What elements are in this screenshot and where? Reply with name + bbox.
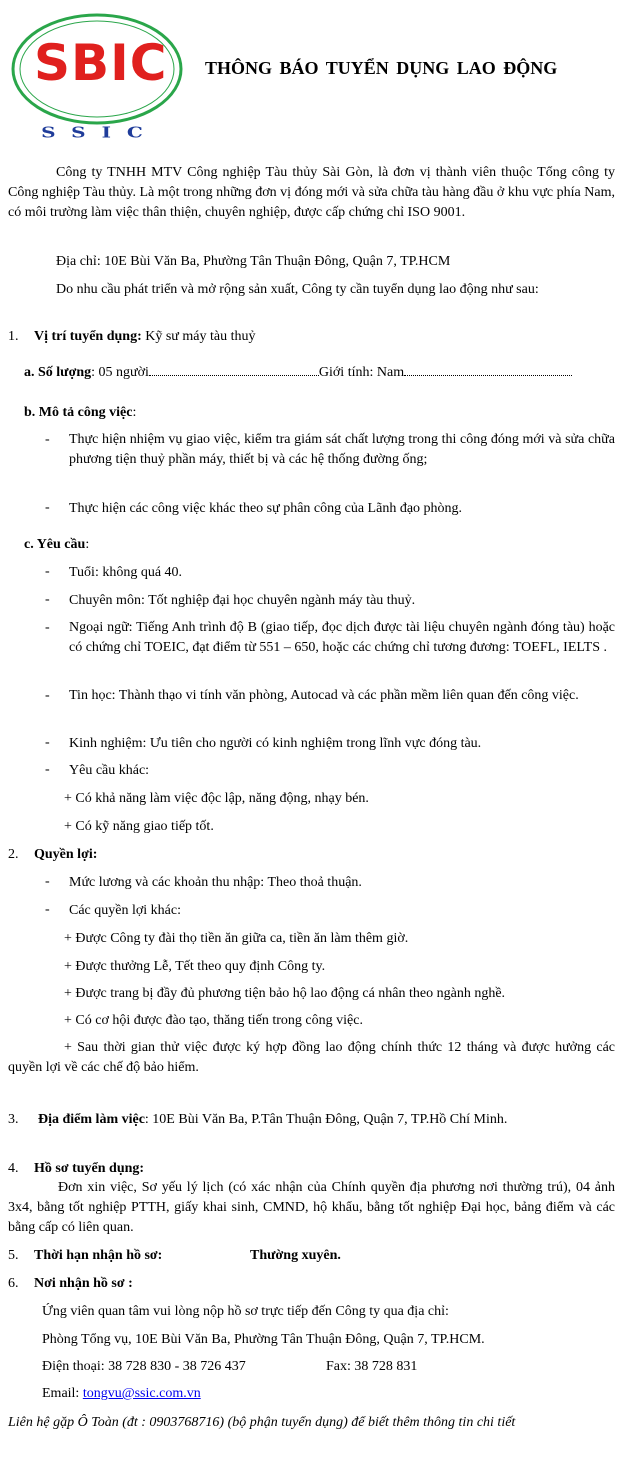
job-description-heading [24,404,136,422]
dotted-leader [404,365,572,376]
requirements-label: c. Yêu cầu [24,537,86,552]
section-5-heading [8,1247,162,1265]
section-1-heading [8,328,255,346]
benefit-detail: + Được trang bị đầy đủ phương tiện bảo hộ lao động cá nhân theo ngành nghề. [64,986,506,1001]
requirement-item: Tin học: Thành thạo vi tính văn phòng, Autocad và các phần mềm liên quan đến công việc. [69,688,579,703]
quantity-label: a. Số lượng [24,365,92,380]
benefit-detail-text: + Sau thời gian thử việc được ký hợp đồng lao động chính thức 12 tháng và được hưởng các quyền lợi về các chế độ bảo hiểm. [8,1040,615,1075]
benefits-label: Quyền lợi: [34,847,98,862]
contact-note [8,1413,615,1433]
gender-value: Giới tính: Nam [318,365,405,380]
job-description-label: b. Mô tả công việc [24,405,133,420]
position-label: Vị trí tuyển dụng: [34,329,142,344]
deadline-label: Thời hạn nhận hồ sơ: [34,1248,163,1263]
dash-bullet: - [45,902,50,917]
position-value: Kỹ sư máy tàu thuỷ [145,329,256,344]
section-number: 2. [8,847,19,862]
dash-bullet: - [45,620,50,635]
quantity-row [24,364,572,382]
requirement-item: Tuổi: không quá 40. [69,565,183,580]
email-link[interactable]: tongvu@ssic.com.vn [82,1386,201,1401]
submission-address: Phòng Tổng vụ, 10E Bùi Văn Ba, Phường Tân Thuận Đông, Quận 7, TP.HCM. [42,1332,485,1347]
logo-bottom-text: SSIC [41,123,159,141]
logo-top-text: SBIC [34,34,168,92]
section-6-heading [8,1275,133,1293]
documents-body: Đơn xin việc, Sơ yếu lý lịch (có xác nhận của Chính quyền địa phương nơi thường trú), 04 ảnh 3x4, bằng tốt nghiệp PTTH, giấy khai sinh, CMND, hộ khẩu, bằng tốt nghiệp Đại học, bảng điểm và các bằng cấp có liên quan. [8,1180,615,1235]
colon: : [85,537,90,552]
requirements-heading [24,536,89,554]
section-number: 5. [8,1248,19,1263]
dash-bullet: - [45,735,50,750]
dotted-leader [149,365,319,376]
section-4-heading [8,1160,144,1178]
documents-label: Hồ sơ tuyển dụng: [34,1161,145,1176]
benefit-detail: + Được Công ty đài thọ tiền ăn giữa ca, tiền ăn làm thêm giờ. [64,931,409,946]
job-description-item: Thực hiện nhiệm vụ giao việc, kiểm tra giám sát chất lượng trong thi công đóng mới và sửa chữa phương tiện thuỷ phần máy, thiết bị và các hệ thống đường ống; [69,432,615,467]
requirement-item: Ngoại ngữ: Tiếng Anh trình độ B (giao tiếp, đọc dịch được tài liệu chuyên ngành đóng tàu) hoặc có chứng chỉ TOEIC, đạt điểm từ 551 – 650, hoặc các chứng chỉ tương đương: TOEFL, IELTS . [69,620,615,655]
dash-bullet: - [45,762,50,777]
section-number: 6. [8,1276,19,1291]
benefit-detail: + Được thưởng Lễ, Tết theo quy định Công ty. [64,959,326,974]
intro-need [8,280,615,300]
intro-text: Công ty TNHH MTV Công nghiệp Tàu thủy Sài Gòn, là đơn vị thành viên thuộc Tổng công ty Công nghiệp Tàu thủy. Là một trong những đơn vị đóng mới và sửa chữa tàu hàng đầu ở khu vực phía Nam, có môi trường làm việc thân thiện, chuyên nghiệp, được cấp chứng chỉ ISO 9001. [8,165,615,220]
section-number: 4. [8,1161,19,1176]
workplace-label: Địa điểm làm việc [38,1112,145,1127]
other-requirement: + Có kỹ năng giao tiếp tốt. [64,819,214,834]
dash-bullet: - [45,432,50,447]
other-requirement: + Có khả năng làm việc độc lập, năng động, nhạy bén. [64,791,369,806]
requirement-item: Chuyên môn: Tốt nghiệp đại học chuyên ngành máy tàu thuỷ. [69,593,416,608]
dash-bullet: - [45,592,50,607]
job-description-item: Thực hiện các công việc khác theo sự phân công của Lãnh đạo phòng. [69,501,463,516]
dash-bullet: - [45,564,50,579]
contact-text: Liên hệ gặp Ô Toàn (đt : 0903768716) (bộ phận tuyển dụng) để biết thêm thông tin chi tiết [8,1415,516,1430]
deadline-value: Thường xuyên. [250,1248,341,1263]
workplace-value: : 10E Bùi Văn Ba, P.Tân Thuận Đông, Quận 7, TP.Hồ Chí Minh. [144,1112,508,1127]
email-row [42,1385,201,1403]
intro-need-text: Do nhu cầu phát triển và mở rộng sản xuất, Công ty cần tuyển dụng lao động như sau: [56,282,539,297]
dash-bullet: - [45,500,50,515]
benefit-item: Mức lương và các khoản thu nhập: Theo thoả thuận. [69,875,362,890]
requirement-item: Kinh nghiệm: Ưu tiên cho người có kinh nghiệm trong lĩnh vực đóng tàu. [69,736,482,751]
submission-label: Nơi nhận hồ sơ : [34,1276,133,1291]
page-title: THÔNG BÁO TUYỂN DỤNG LAO ĐỘNG [205,58,558,78]
dash-bullet: - [45,688,50,703]
benefit-detail: + Có cơ hội được đào tạo, thăng tiến trong công việc. [64,1013,363,1028]
company-address: Địa chỉ: 10E Bùi Văn Ba, Phường Tân Thuận Đông, Quận 7, TP.HCM [56,254,451,269]
dash-bullet: - [45,874,50,889]
submission-note: Ứng viên quan tâm vui lòng nộp hồ sơ trực tiếp đến Công ty qua địa chỉ: [42,1304,449,1319]
benefit-detail [8,1038,615,1078]
colon: : [132,405,137,420]
workplace [38,1110,615,1130]
section-number: 1. [8,329,19,344]
section-2-heading [8,846,97,864]
section-number: 3. [8,1112,19,1127]
quantity-value: : 05 người [91,365,149,380]
requirement-item: Yêu cầu khác: [69,763,150,778]
documents-text [8,1178,615,1238]
phone-number: Điện thoại: 38 728 830 - 38 726 437 [42,1359,246,1374]
fax-number: Fax: 38 728 831 [326,1359,418,1374]
intro-paragraph [8,163,615,223]
email-label: Email: [42,1386,80,1401]
benefit-item: Các quyền lợi khác: [69,903,181,918]
